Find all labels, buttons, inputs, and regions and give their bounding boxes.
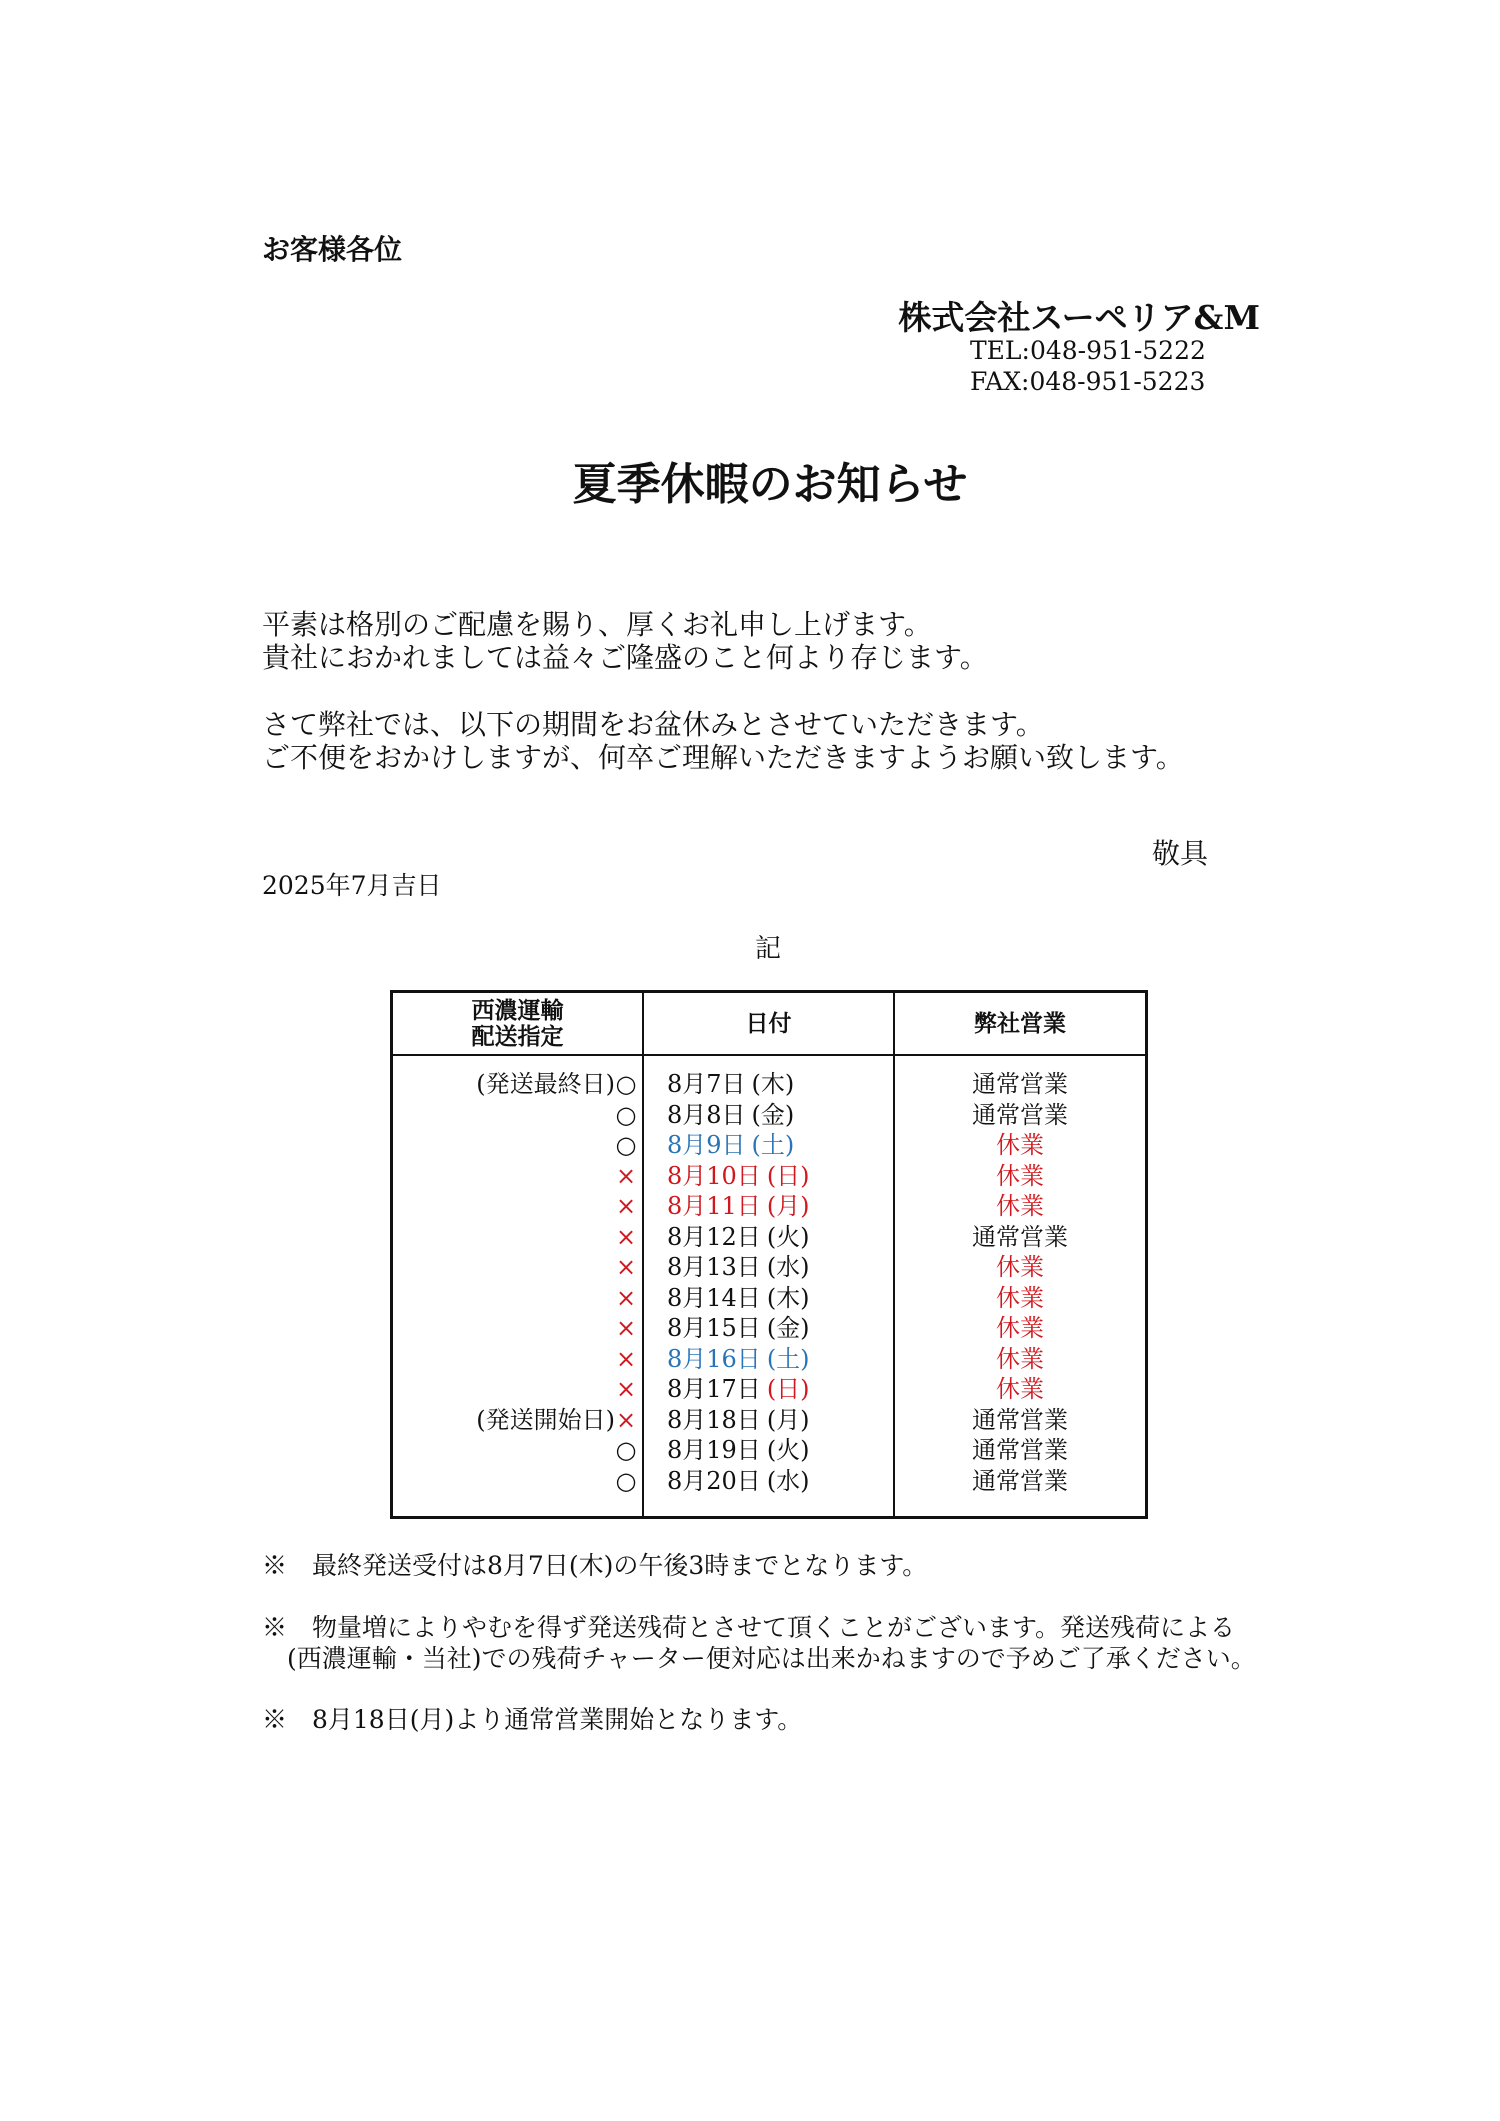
date-cell [667,1069,794,1100]
date-cell [667,1130,794,1161]
table-row [393,1313,1145,1344]
day-of-week: (水) [766,1253,810,1281]
header-carrier [393,993,642,1054]
cross-mark-icon: × [615,1222,637,1251]
footnote-line: ※ 物量増によりやむを得ず発送残荷とさせて頂くことがございます。発送残荷による [262,1613,1236,1642]
date-value: 8月12日 [667,1222,761,1251]
addressee: お客様各位 [262,233,403,266]
status-cell: 休業 [996,1344,1044,1373]
date-value: 8月20日 [667,1466,761,1495]
table-row [393,1283,1145,1314]
shipping-note: (発送最終日) [476,1070,615,1098]
cross-mark-icon: × [615,1405,637,1434]
date-value: 8月16日 [667,1344,761,1373]
status-cell: 通常営業 [972,1222,1068,1251]
date-cell [667,1252,810,1283]
day-of-week: (火) [766,1436,810,1464]
table-row [393,1374,1145,1405]
status-cell: 通常営業 [972,1100,1068,1129]
date-cell [667,1435,810,1466]
circle-mark-icon: ○ [615,1100,637,1129]
day-of-week: (金) [766,1314,810,1342]
closing: 敬具 [1152,837,1209,870]
status-cell: 通常営業 [972,1405,1068,1434]
schedule-table [390,990,1148,1519]
day-of-week: (日) [766,1161,810,1190]
date-value: 8月10日 [667,1161,761,1190]
date-cell [667,1100,794,1131]
cross-mark-icon: × [615,1253,637,1281]
date-value: 8月18日 [667,1405,761,1434]
table-row [393,1466,1145,1497]
status-cell: 休業 [996,1192,1044,1220]
footnote: ※ 8月18日(月)より通常営業開始となります。 [262,1705,803,1734]
table-row [393,1191,1145,1222]
date-cell [667,1344,810,1375]
circle-mark-icon: ○ [615,1466,637,1495]
cross-mark-icon: × [615,1161,637,1190]
day-of-week: (月) [766,1405,810,1434]
status-cell: 休業 [996,1161,1044,1190]
status-cell: 休業 [996,1283,1044,1312]
telephone: TEL:048-951-5222 [970,336,1206,365]
table-row [393,1222,1145,1253]
table-row [393,1069,1145,1100]
date-value: 8月8日 [667,1100,746,1129]
status-cell: 通常営業 [972,1070,1068,1098]
letter-date: 2025年7月吉日 [262,871,442,900]
day-of-week: (金) [751,1100,795,1129]
notice-line: さて弊社では、以下の期間をお盆休みとさせていただきます。 [262,708,1044,741]
table-row [393,1435,1145,1466]
date-cell [667,1191,810,1222]
greeting-line: 貴社におかれましては益々ご隆盛のこと何より存じます。 [262,641,988,674]
cross-mark-icon: × [615,1344,637,1373]
date-cell [667,1374,810,1405]
date-value: 8月17日 [667,1375,761,1403]
header-divider [393,1054,1145,1056]
fax: FAX:048-951-5223 [970,367,1206,396]
date-value: 8月19日 [667,1436,761,1464]
shipping-note: (発送開始日) [476,1405,615,1434]
table-row [393,1405,1145,1436]
cross-mark-icon: × [615,1283,637,1312]
date-cell [667,1313,810,1344]
date-cell [667,1405,810,1436]
footnote [262,1612,1256,1674]
cross-mark-icon: × [615,1314,637,1342]
date-cell [667,1161,810,1192]
circle-mark-icon: ○ [615,1131,637,1159]
table-row [393,1161,1145,1192]
date-value: 8月11日 [667,1192,761,1220]
ki-heading: 記 [755,934,782,964]
table-row [393,1252,1145,1283]
table-row [393,1344,1145,1375]
day-of-week: (木) [766,1283,810,1312]
date-value: 8月9日 [667,1131,746,1159]
header-carrier-line: 配送指定 [471,1022,564,1050]
date-value: 8月7日 [667,1070,746,1098]
status-cell: 通常営業 [972,1436,1068,1464]
table-row [393,1100,1145,1131]
date-cell [667,1466,810,1497]
header-date: 日付 [745,1009,792,1037]
date-cell [667,1222,810,1253]
day-of-week: (日) [766,1375,810,1403]
day-of-week: (月) [766,1192,810,1220]
day-of-week: (土) [751,1131,795,1159]
date-value: 8月14日 [667,1283,761,1312]
date-value: 8月15日 [667,1314,761,1342]
circle-mark-icon: ○ [615,1070,637,1098]
day-of-week: (水) [766,1466,810,1495]
company-name: 株式会社スーペリア&M [898,298,1260,337]
notice-paragraph [262,708,1184,774]
status-cell: 休業 [996,1253,1044,1281]
footnote: ※ 最終発送受付は8月7日(木)の午後3時までとなります。 [262,1551,928,1580]
header-carrier-line: 西濃運輸 [471,996,564,1024]
cross-mark-icon: × [615,1192,637,1220]
header-business: 弊社営業 [974,1009,1066,1037]
day-of-week: (火) [766,1222,810,1251]
date-value: 8月13日 [667,1253,761,1281]
circle-mark-icon: ○ [615,1436,637,1464]
page-title: 夏季休暇のお知らせ [572,459,968,510]
date-cell [667,1283,810,1314]
day-of-week: (土) [766,1344,810,1373]
footnote-line: (西濃運輸・当社)での残荷チャーター便対応は出来かねますので予めご了承ください。 [262,1644,1256,1673]
status-cell: 休業 [996,1314,1044,1342]
table-row [393,1130,1145,1161]
status-cell: 休業 [996,1131,1044,1159]
cross-mark-icon: × [615,1375,637,1403]
greeting-paragraph [262,608,988,674]
notice-line: ご不便をおかけしますが、何卒ご理解いただきますようお願い致します。 [262,741,1184,774]
status-cell: 通常営業 [972,1466,1068,1495]
status-cell: 休業 [996,1375,1044,1403]
greeting-line: 平素は格別のご配慮を賜り、厚くお礼申し上げます。 [262,608,932,641]
day-of-week: (木) [751,1070,795,1098]
